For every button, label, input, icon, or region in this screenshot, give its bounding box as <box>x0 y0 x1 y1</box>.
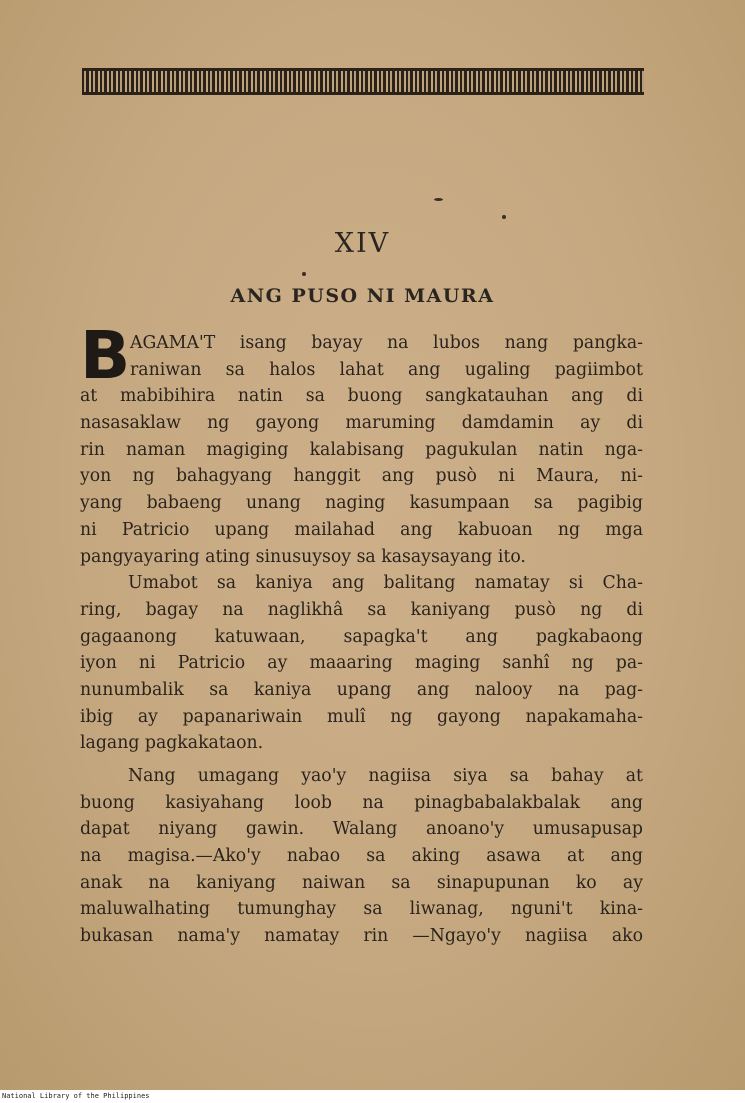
paragraph-1 <box>80 330 643 570</box>
library-watermark: National Library of the Philippines <box>0 1090 745 1103</box>
text-line: lagang pagkakataon. <box>80 733 264 754</box>
text-line: dapat niyang gawin. Walang anoano'y umusapusap <box>80 819 643 840</box>
header-ornament <box>82 68 644 95</box>
drop-cap: B <box>80 317 131 394</box>
text-line: yon ng bahagyang hanggit ang pusò ni Maura, ni- <box>80 466 643 487</box>
text-line: Umabot sa kaniya ang balitang namatay si Cha- <box>128 573 643 594</box>
text-line: AGAMA'T isang bayay na lubos nang pangka- <box>130 333 643 353</box>
text-line: gagaanong katuwaan, sapagka't ang pagkabaong <box>80 626 643 647</box>
text-line: nunumbalik sa kaniya upang ang nalooy na pag- <box>80 679 643 700</box>
chapter-title: ANG PUSO NI MAURA <box>230 285 495 307</box>
text-line: pangyayaring ating sinusuysoy sa kasaysayang ito. <box>80 546 526 567</box>
text-line: ni Patricio upang mailahad ang kabuoan ng mga <box>80 519 643 540</box>
chapter-number: XIV <box>334 228 391 259</box>
text-line: nasasaklaw ng gayong maruming damdamin ay di <box>80 413 643 434</box>
text-line: na magisa.—Ako'y nabao sa aking asawa at ang <box>80 846 643 867</box>
text-line: anak na kaniyang naiwan sa sinapupunan ko ay <box>80 872 643 893</box>
text-line: buong kasiyahang loob na pinagbabalakbalak ang <box>80 792 643 813</box>
text-line: at mabibihira natin sa buong sangkatauhan ang di <box>80 386 643 407</box>
ink-speck <box>302 272 306 276</box>
text-line: iyon ni Patricio ay maaaring maging sanhî ng pa- <box>80 653 643 674</box>
paragraph-3 <box>80 763 643 950</box>
chapter-body <box>80 317 643 950</box>
paragraph-2 <box>80 570 643 757</box>
text-line: raniwan sa halos lahat ang ugaling pagiimbot <box>130 359 643 380</box>
text-line: rin naman magiging kalabisang pagukulan natin nga- <box>80 439 643 460</box>
text-line: bukasan nama'y namatay rin —Ngayo'y nagiisa ako <box>80 926 643 947</box>
text-line: maluwalhating tumunghay sa liwanag, nguni't kina- <box>80 899 643 920</box>
text-line: Nang umagang yao'y nagiisa siya sa bahay at <box>128 766 643 786</box>
text-line: ibig ay papanariwain mulî ng gayong napakamaha- <box>80 706 643 727</box>
text-line: yang babaeng unang naging kasumpaan sa pagibig <box>80 493 643 514</box>
text-line: ring, bagay na naglikhâ sa kaniyang pusò ng di <box>80 599 643 620</box>
ink-speck <box>434 198 443 201</box>
ink-speck <box>502 215 506 219</box>
